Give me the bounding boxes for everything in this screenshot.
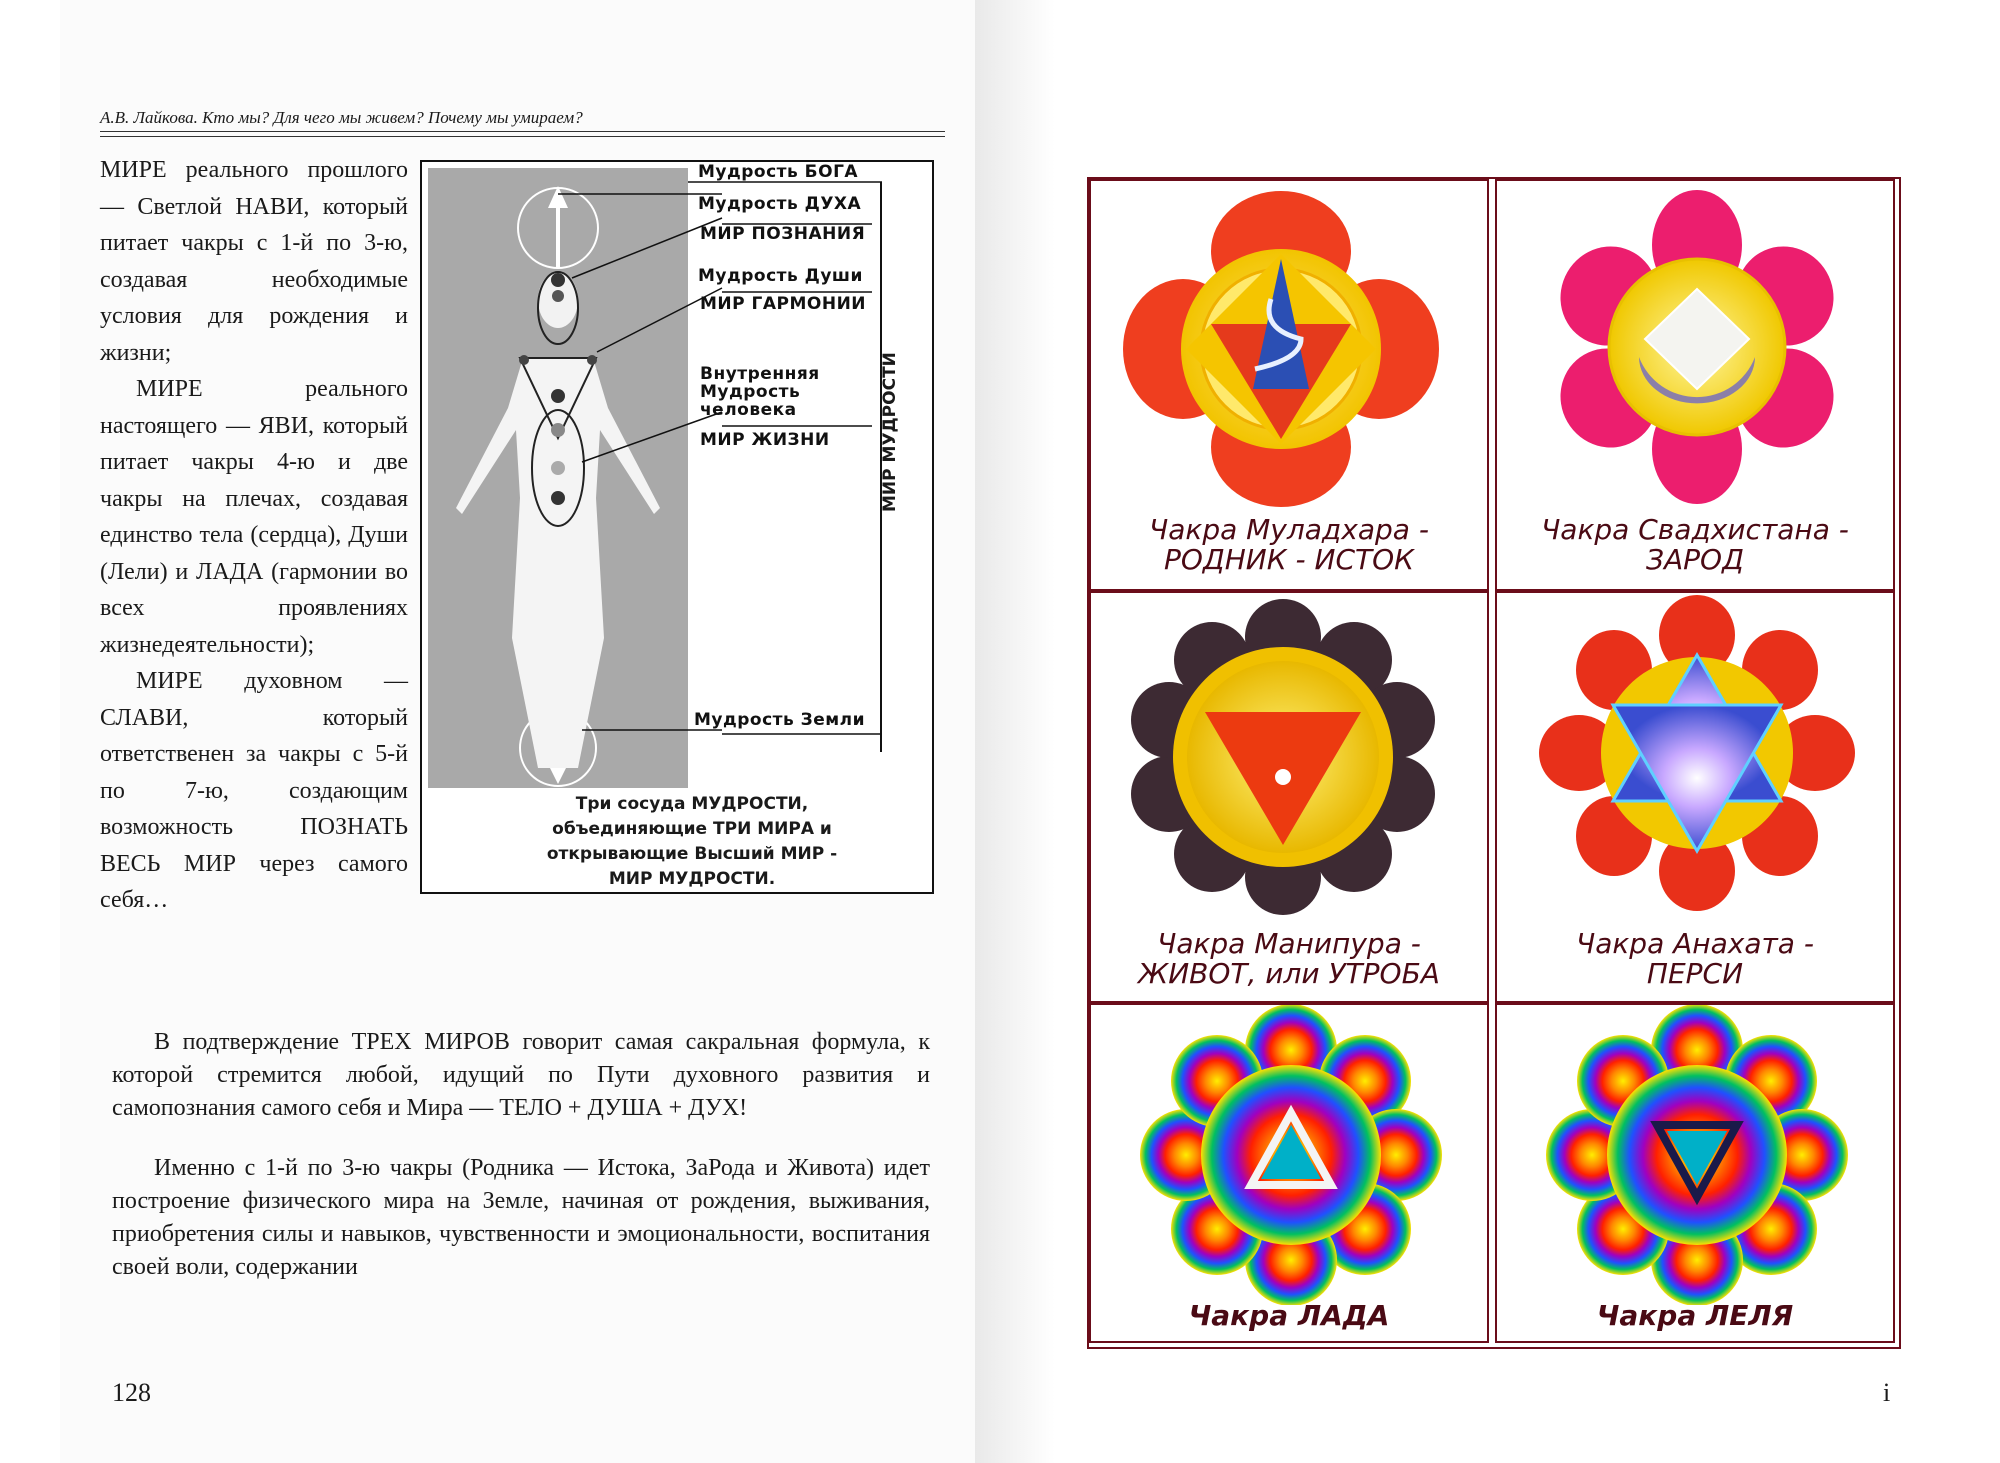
narrow-column-text (100, 152, 408, 919)
column-paragraph: МИРЕ реального прошлого — Светлой НАВИ, который питает чакры с 1-й по 3-ю, создавая необходимые условия для рождения и жизни; (100, 157, 408, 366)
chakra-cell-muladhara (1089, 179, 1489, 591)
chakra-manipura-icon (1091, 593, 1487, 923)
label-wisdom-spirit: Мудрость ДУХА (698, 194, 862, 214)
caption-line: открывающие Высший МИР - (546, 844, 838, 864)
label-world-wisdom-vertical: МИР МУДРОСТИ (880, 352, 900, 512)
chakra-name: Чакра ЛЕЛЯ (1596, 1299, 1794, 1332)
body-text (112, 1026, 930, 1311)
body-paragraph: В подтверждение ТРЕХ МИРОВ говорит самая сакральная формула, к которой стремится любой, идущий по Пути духовного развития и самопознания самого себя и Мира — ТЕЛО + ДУША + ДУХ! (112, 1029, 930, 1121)
label-wisdom-soul: Мудрость Души (698, 266, 863, 286)
chakra-grid (1087, 177, 1901, 1349)
page-number-left: 128 (112, 1378, 151, 1407)
chakra-anahata-icon (1497, 593, 1893, 923)
chakra-caption (1091, 1301, 1487, 1331)
column-paragraph: МИРЕ реального настоящего — ЯВИ, который питает чакры 4-ю и две чакры на плечах, создавая единство тела (сердца), Души (Лели) и ЛАДА (гармонии во всех проявлениях жизнедеятельности); (100, 376, 408, 658)
column-paragraph: МИРЕ духовном — СЛАВИ, который ответственен за чакры с 5-й по 7-ю, создающим возможность ПОЗНАТЬ ВЕСЬ МИР через самого себя… (100, 668, 408, 913)
chakra-cell-lada (1089, 1003, 1489, 1343)
chakra-svadhisthana-icon (1497, 181, 1893, 511)
chakra-caption (1091, 929, 1487, 989)
label-wisdom-earth: Мудрость Земли (694, 710, 866, 730)
label-world-harmony: МИР ГАРМОНИИ (700, 294, 867, 314)
caption-line: объединяющие ТРИ МИРА и (552, 819, 832, 839)
label-wisdom-god: Мудрость БОГА (698, 162, 859, 182)
label-inner-wisdom-3: человека (700, 400, 797, 420)
chakra-name: Чакра Анахата - (1576, 927, 1814, 960)
chakra-caption (1497, 1301, 1893, 1331)
page-number-right: i (1883, 1378, 1891, 1407)
chakra-meaning: ЖИВОТ, или УТРОБА (1138, 957, 1440, 990)
chakra-name: Чакра Свадхистана - (1541, 513, 1849, 546)
body-paragraph: Именно с 1-й по 3-ю чакры (Родника — Истока, ЗаРода и Живота) идет построение физического мира на Земле, начиная от рождения, выживания, приобретения силы и навыков, чувственности и эмоциональности, воспитания своей воли, содержании (112, 1155, 930, 1280)
chakra-cell-lelya (1495, 1003, 1895, 1343)
chakra-name: Чакра Муладхара - (1149, 513, 1429, 546)
figure-caption (502, 792, 882, 892)
chakra-caption (1091, 515, 1487, 575)
label-inner-wisdom-1: Внутренняя (700, 364, 820, 384)
chakra-name: Чакра Манипура - (1157, 927, 1421, 960)
chakra-cell-manipura (1089, 591, 1489, 1003)
chakra-caption (1497, 515, 1893, 575)
chakra-cell-svadhisthana (1495, 179, 1895, 591)
chakra-muladhara-icon (1091, 181, 1487, 511)
label-inner-wisdom-2: Мудрость (700, 382, 801, 402)
wisdom-vessels-figure (420, 160, 934, 894)
chakra-meaning: РОДНИК - ИСТОК (1163, 543, 1415, 576)
running-head: А.В. Лайкова. Кто мы? Для чего мы живем? Почему мы умираем? (100, 108, 945, 132)
caption-line: МИР МУДРОСТИ. (608, 869, 776, 889)
chakra-caption (1497, 929, 1893, 989)
chakra-lelya-icon (1497, 1005, 1893, 1305)
label-world-knowledge: МИР ПОЗНАНИЯ (700, 224, 866, 244)
chakra-meaning: ЗАРОД (1646, 543, 1744, 576)
caption-line: Три сосуда МУДРОСТИ, (575, 794, 809, 814)
label-world-life: МИР ЖИЗНИ (700, 430, 830, 450)
chakra-meaning: ПЕРСИ (1646, 957, 1744, 990)
book-gutter (975, 0, 1055, 1463)
chakra-name: Чакра ЛАДА (1188, 1299, 1390, 1332)
chakra-lada-icon (1091, 1005, 1487, 1305)
chakra-cell-anahata (1495, 591, 1895, 1003)
